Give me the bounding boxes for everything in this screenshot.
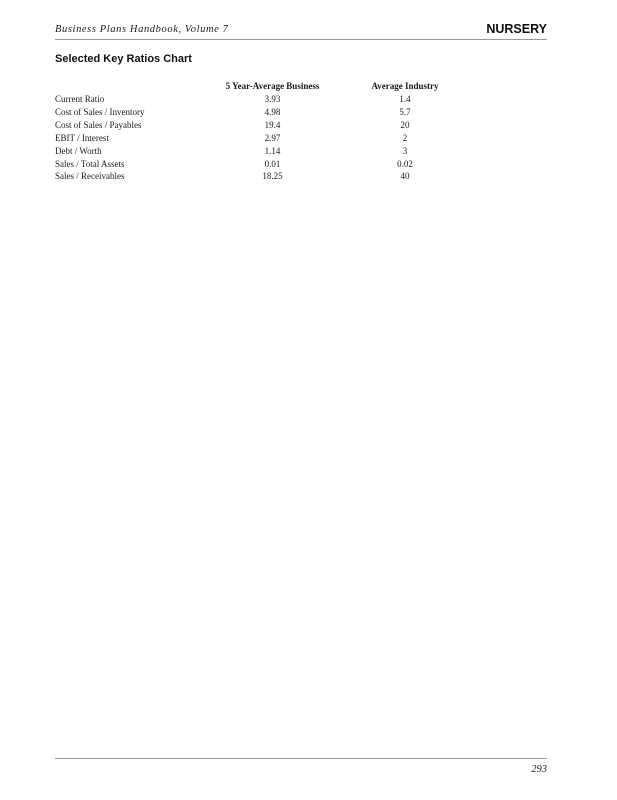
table-row <box>55 106 470 119</box>
column-spacer <box>330 132 340 145</box>
header-divider <box>55 39 547 40</box>
column-spacer <box>330 158 340 171</box>
business-value: 0.01 <box>264 158 281 169</box>
business-value: 1.14 <box>264 145 281 156</box>
business-value: 2.97 <box>264 132 281 143</box>
column-spacer <box>330 119 340 132</box>
business-value: 19.4 <box>264 119 281 130</box>
column-header-industry: Average Industry <box>371 81 439 92</box>
table-header-row <box>55 80 470 93</box>
table-row <box>55 158 470 171</box>
table-row <box>55 145 470 158</box>
ratio-label: EBIT / Interest <box>55 132 109 143</box>
industry-value: 3 <box>402 145 408 156</box>
key-ratios-table <box>55 80 470 183</box>
column-spacer <box>330 106 340 119</box>
section-title: NURSERY <box>486 22 547 36</box>
running-header <box>55 22 547 39</box>
column-spacer <box>330 145 340 158</box>
industry-value: 0.02 <box>397 158 413 169</box>
column-header-label <box>55 80 215 93</box>
industry-value: 5.7 <box>399 106 411 117</box>
footer-divider <box>55 758 547 759</box>
column-header-business: 5 Year-Average Business <box>225 81 320 92</box>
ratio-label: Sales / Receivables <box>55 171 125 182</box>
table-row <box>55 93 470 106</box>
chart-heading: Selected Key Ratios Chart <box>55 53 192 65</box>
table-row <box>55 132 470 145</box>
column-spacer <box>330 93 340 106</box>
column-spacer <box>330 170 340 183</box>
ratio-label: Debt / Worth <box>55 145 102 156</box>
table-row <box>55 119 470 132</box>
column-spacer <box>330 80 340 93</box>
ratio-label: Cost of Sales / Payables <box>55 119 142 130</box>
ratio-label: Sales / Total Assets <box>55 158 125 169</box>
business-value: 4.98 <box>264 106 281 117</box>
business-value: 3.93 <box>264 94 281 104</box>
page-number: 293 <box>531 764 547 775</box>
industry-value: 2 <box>402 132 408 143</box>
industry-value: 20 <box>400 119 410 130</box>
industry-value: 1.4 <box>399 94 411 104</box>
industry-value: 40 <box>400 171 410 182</box>
book-title: Business Plans Handbook, Volume 7 <box>55 24 229 35</box>
business-value: 18.25 <box>262 171 283 182</box>
ratio-label: Cost of Sales / Inventory <box>55 106 145 117</box>
ratio-label: Current Ratio <box>55 94 105 104</box>
table-row <box>55 170 470 183</box>
